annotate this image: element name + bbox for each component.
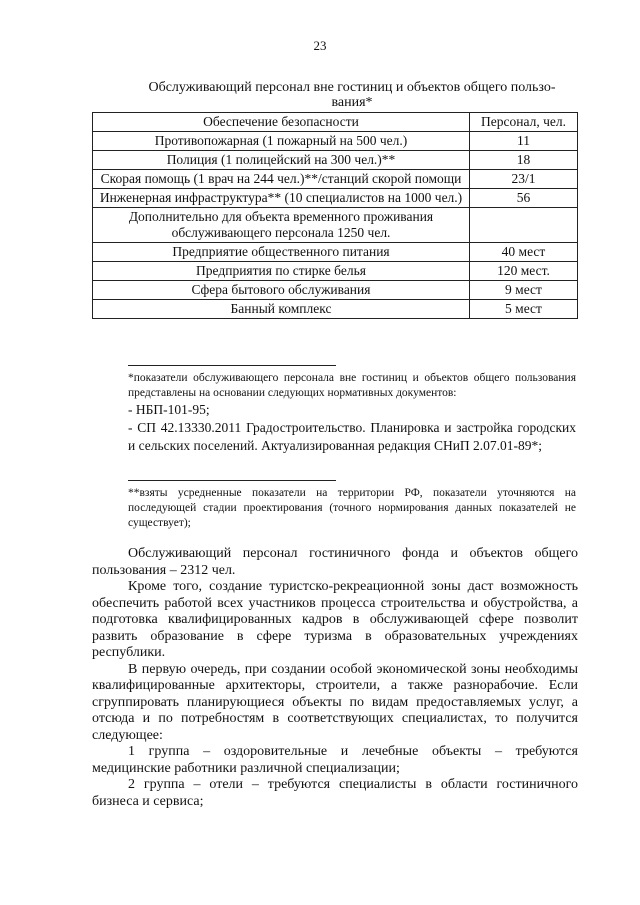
footnote-sources (128, 371, 576, 455)
staff-table (92, 112, 578, 319)
table-row (93, 262, 578, 281)
footnote-sources-item: - СП 42.13330.2011 Градостроительство. Планировка и застройка городских и сельских поселений. Актуализированная редакция СНиП 2.07.01-89*; (128, 420, 576, 453)
table-row (93, 243, 578, 262)
table-row (93, 151, 578, 170)
footnote-averages: **взяты усредненные показатели на территории РФ, показатели уточняются на последующей стадии проектирования (точного нормирования данных показателей не существует); (128, 487, 576, 529)
column-header-service: Обеспечение безопасности (93, 113, 470, 132)
table-title: Обслуживающий персонал вне гостиниц и объектов общего пользо-вания* (148, 80, 556, 110)
row-name: Предприятие общественного питания (93, 243, 470, 262)
footnote-divider (128, 365, 336, 366)
paragraph: В первую очередь, при создании особой экономической зоны необходимы квалифицированные архитекторы, строители, а также разнорабочие. Если сгруппировать планирующиеся объекты по видам предоставляемых услуг, а отсюда и по потребностям в соответствующих специалистах, то получится следующее: (92, 661, 578, 743)
row-value: 11 (470, 132, 578, 151)
table-row (93, 208, 578, 243)
row-name: Скорая помощь (1 врач на 244 чел.)**/станций скорой помощи (93, 170, 470, 189)
table-row (93, 189, 578, 208)
table-row (93, 281, 578, 300)
row-value: 23/1 (470, 170, 578, 189)
table-row (93, 300, 578, 319)
table-row (93, 170, 578, 189)
row-name: Сфера бытового обслуживания (93, 281, 470, 300)
row-value: 120 мест. (470, 262, 578, 281)
row-name: Банный комплекс (93, 300, 470, 319)
column-header-staff: Персонал, чел. (470, 113, 578, 132)
paragraph: 1 группа – оздоровительные и лечебные объекты – требуются медицинские работники различной специализации; (92, 744, 578, 776)
row-name: Противопожарная (1 пожарный на 500 чел.) (93, 132, 470, 151)
row-value: 40 мест (470, 243, 578, 262)
body-text (92, 546, 578, 810)
page-number: 23 (313, 38, 327, 53)
footnote-sources-item: - НБП-101-95; (128, 402, 210, 417)
paragraph: 2 группа – отели – требуются специалисты в области гостиничного бизнеса и сервиса; (92, 777, 578, 809)
row-value: 56 (470, 189, 578, 208)
row-name: Предприятия по стирке белья (93, 262, 470, 281)
table-header-row (93, 113, 578, 132)
row-value: 18 (470, 151, 578, 170)
table-row (93, 132, 578, 151)
footnote-sources-intro: *показатели обслуживающего персонала вне гостиниц и объектов общего пользования представлены на основании следующих нормативных документов: (128, 372, 576, 399)
row-name: Инженерная инфраструктура** (10 специалистов на 1000 чел.) (93, 189, 470, 208)
row-value (470, 208, 578, 243)
row-name: Полиция (1 полицейский на 300 чел.)** (93, 151, 470, 170)
row-value: 5 мест (470, 300, 578, 319)
paragraph: Кроме того, создание туристско-рекреационной зоны даст возможность обеспечить работой всех участников процесса строительства и обустройства, а подготовка квалифицированных кадров в обслуживающей сфере позволит развить образование в сфере туризма в образовательных учреждениях республики. (92, 579, 578, 660)
paragraph: Обслуживающий персонал гостиничного фонда и объектов общего пользования – 2312 чел. (92, 546, 578, 578)
row-value: 9 мест (470, 281, 578, 300)
footnote-divider (128, 480, 336, 481)
row-name: Дополнительно для объекта временного проживания обслуживающего персонала 1250 чел. (93, 208, 470, 243)
